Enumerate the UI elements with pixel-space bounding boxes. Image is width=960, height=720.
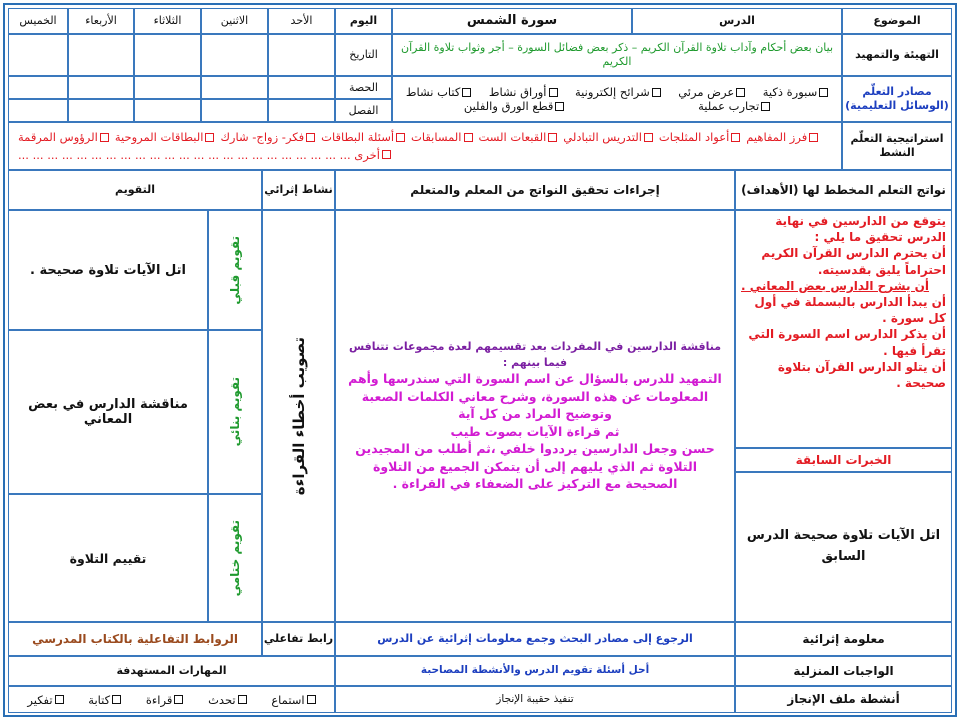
- portfolio-text: تنفيذ حقيبة الإنجاز: [335, 686, 735, 713]
- enrichment-info-label: معلومة إثرائية: [735, 622, 952, 656]
- final-evaluation-label: تقويم ختامي: [228, 519, 242, 597]
- procedure-intro: التمهيد للدرس بالسؤال عن اسم السورة التي سندرسها وأهم المعلومات عن هذه السورة، وشرح معاني الكلمات الصعبة وتوضيح المراد من كل آية: [348, 371, 722, 422]
- enrichment-cell: [262, 210, 335, 622]
- outcome-item: أن يشرح الدارس بعض المعاني .: [741, 278, 930, 293]
- period-cell[interactable]: [8, 76, 68, 99]
- strategy-concept-sort[interactable]: فرز المفاهيم: [746, 130, 818, 144]
- resource-activity-book[interactable]: كتاب نشاط: [406, 85, 472, 99]
- interactive-link-text[interactable]: الروابط التفاعلية بالكتاب المدرسي: [8, 622, 262, 656]
- procedure-discussion: مناقشة الدارسين في المفردات بعد تقسيمهم لعدة مجموعات تتنافس فيما بينهم :: [348, 340, 722, 369]
- checkbox-icon[interactable]: [736, 88, 745, 97]
- day-thursday: الخميس: [8, 8, 68, 34]
- day-sunday: الأحد: [268, 8, 335, 34]
- strategies-options: [8, 122, 842, 170]
- enrichment-info-text: الرجوع إلى مصادر البحث وجمع معلومات إثرائية عن الدرس: [335, 622, 735, 656]
- pre-evaluation-label: تقويم قبلي: [228, 235, 242, 305]
- resource-smartboard[interactable]: سبورة ذكية: [763, 85, 829, 99]
- strategy-popsicle-sticks[interactable]: أعواد المثلجات: [659, 130, 740, 144]
- outcome-item: أن يذكر الدارس اسم السورة التي تقرأ فيها .: [748, 327, 946, 358]
- checkbox-icon[interactable]: [644, 133, 653, 142]
- class-cell[interactable]: [68, 99, 134, 122]
- day-label: اليوم: [335, 8, 392, 34]
- checkbox-icon[interactable]: [462, 88, 471, 97]
- checkbox-icon[interactable]: [548, 133, 557, 142]
- checkbox-icon[interactable]: [205, 133, 214, 142]
- period-cell[interactable]: [68, 76, 134, 99]
- checkbox-icon[interactable]: [464, 133, 473, 142]
- checkbox-icon[interactable]: [652, 88, 661, 97]
- strategy-reciprocal-teaching[interactable]: التدريس التبادلي: [563, 130, 653, 144]
- class-cell[interactable]: [201, 99, 268, 122]
- final-evaluation-label-cell: [208, 494, 262, 622]
- checkbox-icon[interactable]: [396, 133, 405, 142]
- checkbox-icon[interactable]: [112, 695, 121, 704]
- topic-label: الموضوع: [842, 8, 952, 34]
- surah-name: سورة الشمس: [392, 8, 632, 34]
- enrichment-header: نشاط إثرائي: [262, 170, 335, 210]
- strategy-think-pair-share[interactable]: فكر- زواج- شارك: [220, 130, 315, 144]
- checkbox-icon[interactable]: [100, 133, 109, 142]
- class-label: الفصل: [335, 99, 392, 122]
- outcomes-cell: [735, 210, 952, 448]
- procedures-header: إجراءات تحقيق النواتج من المعلم والمتعلم: [335, 170, 735, 210]
- outcomes-intro: يتوقع من الدارسين في نهاية الدرس تحقيق ما يلي :: [775, 214, 946, 245]
- homework-label: الواجبات المنزلية: [735, 656, 952, 686]
- resource-slides[interactable]: شرائح إلكترونية: [575, 85, 661, 99]
- strategy-six-hats[interactable]: القبعات الست: [479, 130, 558, 144]
- date-cell-tuesday[interactable]: [134, 34, 201, 76]
- skills-options: [8, 686, 335, 713]
- checkbox-icon[interactable]: [174, 695, 183, 704]
- strategies-line-2: [15, 148, 394, 162]
- strategy-card-questions[interactable]: أسئلة البطاقات: [321, 130, 405, 144]
- resources-label: مصادر التعلّم (الوسائل التعليمية): [842, 76, 952, 122]
- day-wednesday: الأربعاء: [68, 8, 134, 34]
- date-cell-wednesday[interactable]: [68, 34, 134, 76]
- period-label: الحصة: [335, 76, 392, 99]
- day-monday: الاثنين: [201, 8, 268, 34]
- checkbox-icon[interactable]: [549, 88, 558, 97]
- skill-reading[interactable]: قراءة: [146, 693, 183, 707]
- portfolio-label: أنشطة ملف الإنجاز: [735, 686, 952, 713]
- resource-experiments[interactable]: تجارب عملية: [698, 99, 770, 113]
- checkbox-icon[interactable]: [555, 102, 564, 111]
- prior-experience-text: اتل الآيات تلاوة صحيحة الدرس السابق: [735, 472, 952, 622]
- formative-evaluation-label: تقويم بنائي: [228, 377, 242, 447]
- resource-worksheets[interactable]: أوراق نشاط: [489, 85, 558, 99]
- date-cell-monday[interactable]: [201, 34, 268, 76]
- strategy-numbered-heads[interactable]: الرؤوس المرقمة: [18, 130, 109, 144]
- evaluation-header: التقويم: [8, 170, 262, 210]
- final-evaluation-text: تقييم التلاوة: [8, 494, 208, 622]
- outcome-item: أن يبدأ الدارس بالبسملة في أول كل سورة .: [754, 294, 946, 326]
- date-cell-sunday[interactable]: [268, 34, 335, 76]
- checkbox-icon[interactable]: [819, 88, 828, 97]
- procedure-repetition: حسن وجعل الدارسين يرددوا خلفي ،ثم أطلب من المجيدين التلاوة ثم الذي يليهم إلى أن يتمكن الجميع من التلاوة الصحيحة مع التركيز على الضعفاء في القراءة .: [355, 441, 715, 492]
- class-cell[interactable]: [134, 99, 201, 122]
- checkbox-icon[interactable]: [306, 133, 315, 142]
- homework-text: أحل أسئلة تقويم الدرس والأنشطة المصاحبة: [335, 656, 735, 686]
- pre-evaluation-text: اتل الآيات تلاوة صحيحة .: [8, 210, 208, 330]
- formative-evaluation-label-cell: [208, 330, 262, 494]
- prior-experience-label: الخبرات السابقة: [735, 448, 952, 472]
- enrichment-text: تصويب أخطاء القراءة: [289, 336, 308, 496]
- checkbox-icon[interactable]: [238, 695, 247, 704]
- checkbox-icon[interactable]: [809, 133, 818, 142]
- skill-thinking[interactable]: تفكير: [27, 693, 63, 707]
- strategies-line-1: [15, 130, 821, 144]
- procedure-recitation: ثم قراءة الآيات بصوت طيب: [450, 423, 620, 439]
- pre-evaluation-label-cell: [208, 210, 262, 330]
- resources-options: [392, 76, 842, 122]
- class-cell[interactable]: [8, 99, 68, 122]
- period-cell[interactable]: [268, 76, 335, 99]
- skill-listening[interactable]: استماع: [271, 693, 315, 707]
- formative-evaluation-text: مناقشة الدارس في بعض المعاني: [8, 330, 208, 494]
- target-skills-label: المهارات المستهدفة: [8, 656, 335, 686]
- checkbox-icon[interactable]: [382, 150, 391, 159]
- skill-speaking[interactable]: تحدث: [208, 693, 247, 707]
- skill-writing[interactable]: كتابة: [88, 693, 121, 707]
- period-cell[interactable]: [134, 76, 201, 99]
- lesson-label: الدرس: [632, 8, 842, 34]
- strategy-fan-cards[interactable]: البطاقات المروحية: [115, 130, 215, 144]
- date-cell-thursday[interactable]: [8, 34, 68, 76]
- interactive-link-label: رابط تفاعلي: [262, 622, 335, 656]
- checkbox-icon[interactable]: [761, 102, 770, 111]
- date-label: التاريخ: [335, 34, 392, 76]
- procedures-cell: [335, 210, 735, 622]
- checkbox-icon[interactable]: [307, 695, 316, 704]
- resource-video[interactable]: عرض مرئي: [678, 85, 745, 99]
- class-cell[interactable]: [268, 99, 335, 122]
- checkbox-icon[interactable]: [731, 133, 740, 142]
- strategy-competitions[interactable]: المسابقات: [411, 130, 472, 144]
- outcome-item: أن يتلو الدارس القرآن بتلاوة صحيحة .: [777, 359, 946, 390]
- strategies-label: استراتيجية التعلّم النشط: [842, 122, 952, 170]
- outcomes-header: نواتج التعلم المخطط لها (الأهداف): [735, 170, 952, 210]
- intro-label: التهيئة والتمهيد: [842, 34, 952, 76]
- resource-paper-foam[interactable]: قطع الورق والفلين: [464, 99, 565, 113]
- intro-text: بيان بعض أحكام وآداب تلاوة القرآن الكريم – ذكر بعض فضائل السورة – أجر وثواب تلاوة القرآن الكريم: [392, 34, 842, 76]
- checkbox-icon[interactable]: [55, 695, 64, 704]
- outcome-item: أن يحترم الدارس القرآن الكريم احتراماً يليق بقدسيته.: [761, 246, 946, 277]
- strategy-other[interactable]: أخرى ... ... ... ... ... ... ... ... ... ... ... ... ... ... ... ... ... ... ... ... ... ... ...: [18, 148, 391, 162]
- day-tuesday: الثلاثاء: [134, 8, 201, 34]
- period-cell[interactable]: [201, 76, 268, 99]
